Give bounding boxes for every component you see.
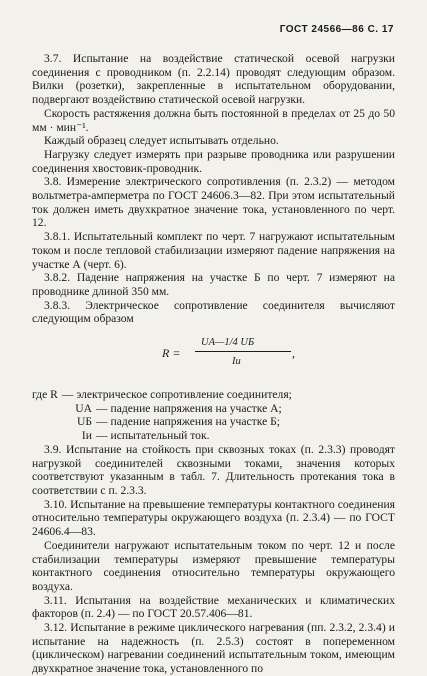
formula-numerator: UА—1/4 UБ [201, 337, 255, 349]
definition-item [32, 388, 395, 402]
definitions-list [32, 388, 395, 443]
paragraph-3-8-1: 3.8.1. Испытательный комплект по черт. 7 нагружают испытательным током и после тепловой стабилизации измеряют падение напряжения на участке А (черт. 6). [32, 230, 395, 271]
paragraph-3-8-2: 3.8.2. Падение напряжения на участке Б по черт. 7 измеряют на проводнике длиной 350 мм. [32, 271, 395, 298]
paragraph-3-9: 3.9. Испытание на стойкость при сквозных токах (п. 2.3.3) проводят нагрузкой соединителей сквозными токами, значения которых соответствуют указанным в табл. 7. Длительность протекания тока в соответствии с п. 2.3.3. [32, 442, 395, 497]
formula-lhs: R = [162, 346, 181, 361]
page-header: ГОСТ 24566—86 С. 17 [279, 24, 394, 35]
definition-item [32, 429, 395, 443]
formula-fraction-bar [195, 351, 291, 352]
paragraph-3-8: 3.8. Измерение электрического сопротивления (п. 2.3.2) — методом вольтметра-амперметра по ГОСТ 24606.3—82. При этом испытательный ток должен иметь двухкратное значение тока, установленного по черт. 12. [32, 175, 395, 230]
formula-comma: , [292, 346, 295, 361]
definition-item [32, 415, 395, 429]
definition-symbol: UА [75, 401, 92, 415]
definition-symbol: Iи [81, 429, 92, 443]
paragraph-3-8-3: 3.8.3. Электрическое сопротивление соединителя вычисляют следующим образом [32, 298, 395, 326]
paragraph-3-7: 3.7. Испытание на воздействие статической осевой нагрузки соединения с проводником (п. 2.2.14) проводят следующим образом. Вилки (розетки), закрепленные в испытательном оборудовании, подвергают воздействию статической осевой нагрузки. [32, 52, 395, 107]
definition-text: — электрическое сопротивление соединителя; [61, 388, 292, 402]
paragraph-3-12: 3.12. Испытание в режиме циклического нагревания (пп. 2.3.2, 2.3.4) и испытание на надежность (п. 2.5.3) состоят в попеременном (циклическом) нагревании соединений испытательным током, имеющим двухкратное значение тока, установленного по [32, 621, 395, 676]
definition-symbol: UБ [76, 415, 92, 429]
definition-item [32, 402, 395, 416]
paragraph-3-10: 3.10. Испытание на превышение температуры контактного соединения относительно температуры окружающего воздуха (п. 2.3.4) — по ГОСТ 24606.4—83. [32, 497, 395, 539]
paragraph-speed: Скорость растяжения должна быть постоянной в пределах от 25 до 50 мм · мин⁻¹. [32, 106, 395, 134]
resistance-formula [32, 330, 395, 382]
paragraph-each-sample: Каждый образец следует испытывать отдельно. [44, 134, 279, 148]
formula-denominator: Iи [232, 356, 241, 368]
definition-text: — падение напряжения на участке А; [96, 401, 282, 415]
paragraph-3-11: 3.11. Испытания на воздействие механических и климатических факторов (п. 2.4) — по ГОСТ 20.57.406—81. [32, 593, 395, 621]
definition-text: — испытательный ток. [96, 429, 210, 443]
definition-symbol: где R [32, 388, 58, 402]
definition-text: — падение напряжения на участке Б; [96, 415, 281, 429]
paragraph-connectors-loaded: Соединители нагружают испытательным током по черт. 12 и после стабилизации температуры измеряют превышение температуры контактного соединения относительно температуры окружающего воздуха. [32, 538, 395, 593]
paragraph-load: Нагрузку следует измерять при разрыве проводника или разрушении соединения хвостовик-проводник. [32, 147, 395, 175]
document-body [32, 52, 395, 676]
